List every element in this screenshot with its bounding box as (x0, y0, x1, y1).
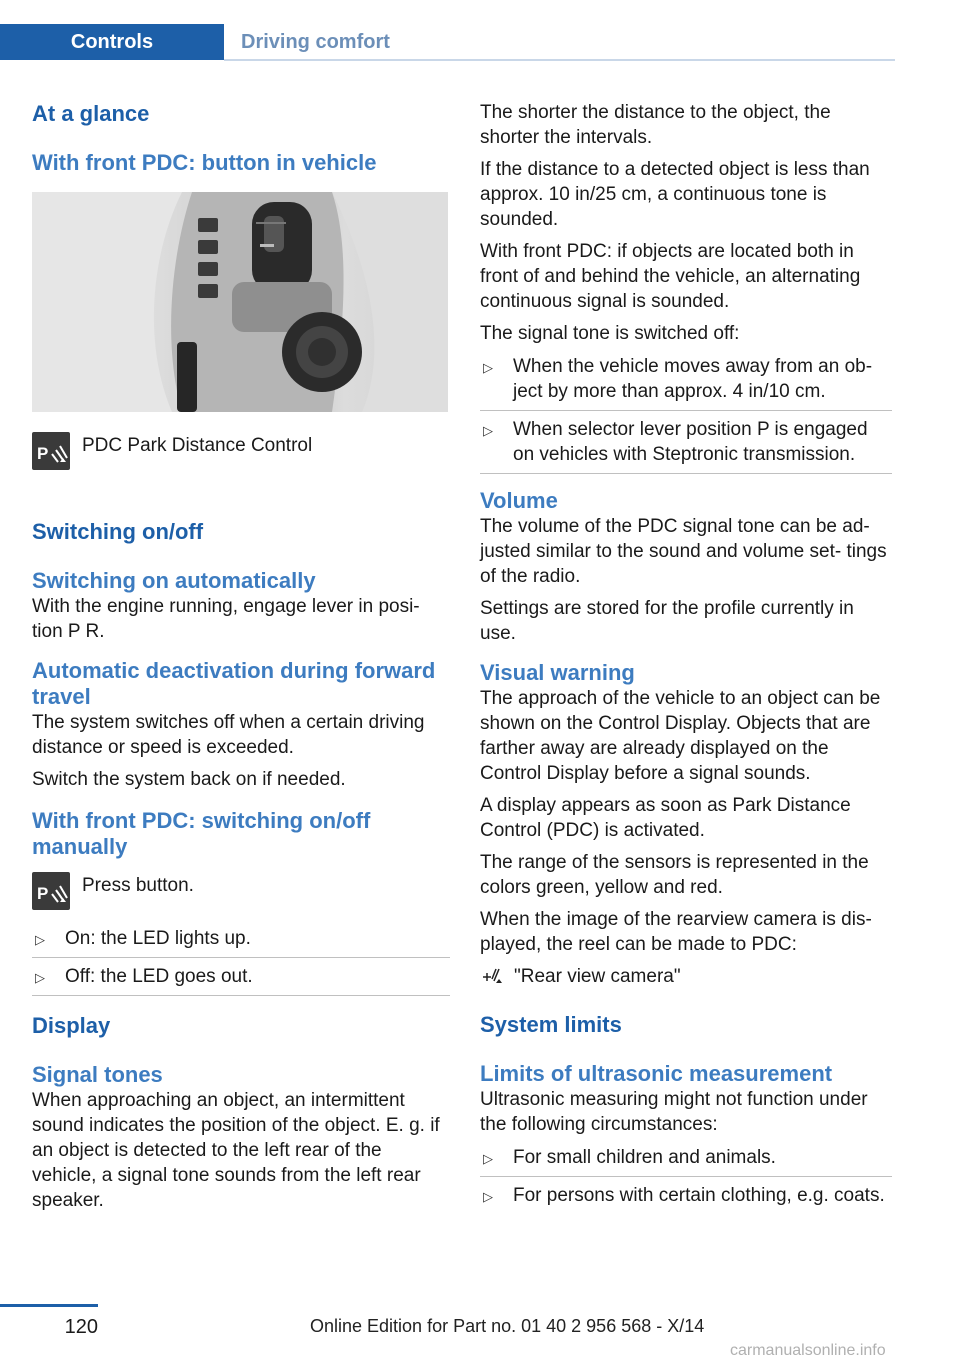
header-rule (224, 59, 895, 61)
heading-volume: Volume (480, 488, 558, 513)
paragraph-continuous-tone: If the distance to a detected object is less than approx. 10 in/25 cm, a continuous tone is sounded. (480, 159, 870, 230)
list-item: ▷ For small children and animals. (480, 1145, 892, 1177)
section-tab: Driving comfort (241, 30, 390, 53)
tone-off-bullet-list (480, 354, 892, 474)
rear-view-camera-row (480, 963, 892, 989)
press-button-row (32, 872, 450, 910)
left-column (32, 100, 450, 1213)
triangle-bullet-icon: ▷ (483, 360, 493, 375)
heading-signal-tones: Signal tones (32, 1062, 163, 1087)
pdc-caption: PDC Park Distance Control (82, 435, 313, 456)
list-item: ▷ When selector lever position P is engaged on vehicles with Steptronic transmission. (480, 417, 892, 474)
paragraph-alternating-signal: With front PDC: if objects are located both in front of and behind the vehicle, an alternating continuous signal is sounded. (480, 241, 861, 312)
list-item: ▷ For persons with certain clothing, e.g. coats. (480, 1183, 892, 1214)
heading-switching-automatically: Switching on automatically (32, 568, 316, 593)
pdc-button-icon (32, 432, 70, 470)
pdc-button-icon (32, 872, 70, 910)
led-bullet-list (32, 926, 450, 996)
paragraph-settings-stored: Settings are stored for the profile currently in use. (480, 598, 854, 644)
svg-text:P: P (37, 884, 49, 903)
triangle-bullet-icon: ▷ (35, 970, 45, 985)
list-item: ▷ When the vehicle moves away from an ob‐ ject by more than approx. 4 in/10 cm. (480, 354, 892, 411)
press-button-text: Press button. (82, 875, 194, 896)
heading-ultrasonic-limits: Limits of ultrasonic measurement (480, 1061, 833, 1086)
heading-front-pdc-button: With front PDC: button in vehicle (32, 150, 377, 175)
triangle-bullet-icon: ▷ (35, 932, 45, 947)
triangle-bullet-icon: ▷ (483, 1189, 493, 1204)
heading-system-limits: System limits (480, 1012, 622, 1037)
paragraph-ultrasonic-limits: Ultrasonic measuring might not function under the following circumstances: (480, 1089, 868, 1135)
paragraph-shorter-intervals: The shorter the distance to the object, the shorter the intervals. (480, 102, 831, 148)
svg-text:P: P (37, 444, 49, 463)
heading-switching-on-off: Switching on/off (32, 519, 204, 544)
paragraph-switching-automatically: With the engine running, engage lever in posi‐ tion P R. (32, 596, 420, 642)
pdc-caption-row (32, 432, 450, 470)
watermark: carmanualsonline.info (730, 1342, 886, 1359)
list-item: ▷ Off: the LED goes out. (32, 964, 450, 996)
rear-view-camera-label: "Rear view camera" (514, 966, 681, 987)
console-illustration (32, 192, 448, 412)
paragraph-volume: The volume of the PDC signal tone can be ad‐ justed similar to the sound and volume set‐ tings of the radio. (480, 516, 887, 587)
paragraph-tone-switched-off: The signal tone is switched off: (480, 323, 740, 344)
triangle-bullet-icon: ▷ (483, 423, 493, 438)
heading-display: Display (32, 1013, 111, 1038)
page-header (0, 24, 895, 62)
list-item: ▷ On: the LED lights up. (32, 926, 450, 958)
heading-automatic-deactivation: Automatic deactivation during forward travel (32, 658, 436, 709)
heading-front-pdc-manual: With front PDC: switching on/off manually (32, 808, 371, 859)
limits-bullet-list (480, 1145, 892, 1214)
edition-line: Online Edition for Part no. 01 40 2 956 568 - X/14 (310, 1316, 705, 1336)
paragraph-sensor-range: The range of the sensors is represented in the colors green, yellow and red. (480, 852, 869, 898)
paragraph-visual-warning: The approach of the vehicle to an object can be shown on the Control Display. Objects that are farther away are already displayed on the Control Display before a signal sounds. (480, 688, 881, 784)
paragraph-automatic-deactivation-1: The system switches off when a certain driving distance or speed is exceeded. (32, 712, 425, 758)
footer-rule (0, 1304, 98, 1307)
paragraph-display-appears: A display appears as soon as Park Distance Control (PDC) is activated. (480, 795, 851, 841)
right-column (480, 100, 892, 1220)
heading-visual-warning: Visual warning (480, 660, 635, 685)
paragraph-rearview-camera: When the image of the rearview camera is dis‐ played, the reel can be made to PDC: (480, 909, 872, 955)
vehicle-console-photo (32, 192, 448, 412)
rear-view-camera-icon (480, 963, 504, 987)
heading-at-a-glance: At a glance (32, 101, 150, 126)
paragraph-automatic-deactivation-2: Switch the system back on if needed. (32, 769, 346, 790)
page-number: 120 (64, 1316, 98, 1338)
chapter-tab: Controls (0, 24, 224, 60)
triangle-bullet-icon: ▷ (483, 1151, 493, 1166)
paragraph-signal-tones: When approaching an object, an intermittent sound indicates the position of the object. E. g. if an object is detected to the left rear of the vehicle, a signal tone sounds from the left rear speaker. (32, 1090, 440, 1211)
